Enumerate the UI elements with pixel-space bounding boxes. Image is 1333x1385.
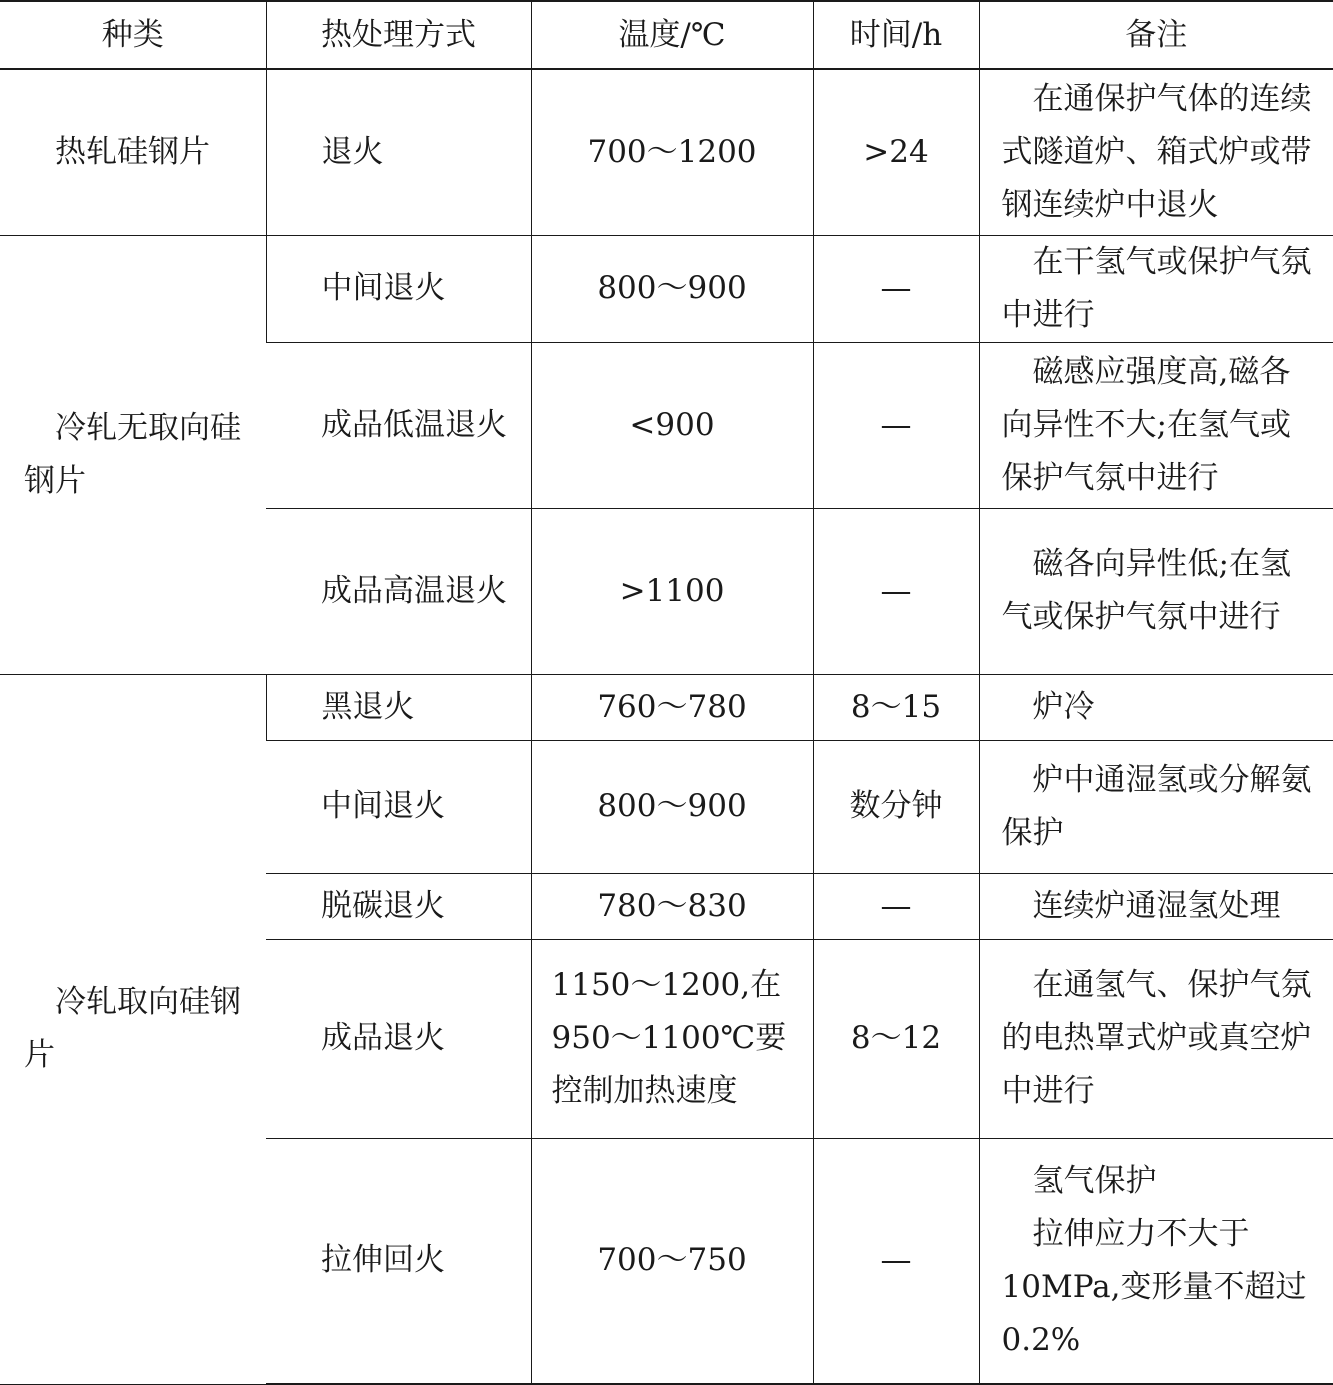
note-cell: 在通氢气、保护气氛的电热罩式炉或真空炉中进行 <box>979 939 1333 1138</box>
time-cell: — <box>813 342 979 508</box>
header-note: 备注 <box>979 1 1333 69</box>
note-cell: 磁感应强度高,磁各向异性不大;在氢气或保护气氛中进行 <box>979 342 1333 508</box>
method-cell: 退火 <box>266 69 531 235</box>
method-cell: 成品退火 <box>266 939 531 1138</box>
temperature-cell: >1100 <box>531 508 813 674</box>
temperature-cell: 800～900 <box>531 235 813 342</box>
note-line: 拉伸应力不大于10MPa,变形量不超过0.2% <box>1001 1215 1307 1358</box>
temperature-cell: 700～750 <box>531 1138 813 1384</box>
header-time: 时间/h <box>813 1 979 69</box>
method-cell: 成品高温退火 <box>266 508 531 674</box>
note-cell: 连续炉通湿氢处理 <box>979 873 1333 939</box>
header-row <box>0 1 1333 69</box>
table-row <box>0 69 1333 235</box>
method-cell: 黑退火 <box>266 674 531 740</box>
temperature-cell: 1150～1200,在950～1100℃要控制加热速度 <box>531 939 813 1138</box>
note-cell: 炉冷 <box>979 674 1333 740</box>
method-cell: 脱碳退火 <box>266 873 531 939</box>
header-temperature: 温度/℃ <box>531 1 813 69</box>
method-cell: 中间退火 <box>266 235 531 342</box>
note-cell: 炉中通湿氢或分解氨保护 <box>979 740 1333 873</box>
time-cell: — <box>813 873 979 939</box>
method-cell: 拉伸回火 <box>266 1138 531 1384</box>
note-cell <box>979 1138 1333 1384</box>
temperature-cell: <900 <box>531 342 813 508</box>
temperature-cell: 780～830 <box>531 873 813 939</box>
method-cell: 成品低温退火 <box>266 342 531 508</box>
header-category: 种类 <box>0 1 266 69</box>
category-cell: 冷轧无取向硅钢片 <box>0 235 266 674</box>
time-cell: 8～12 <box>813 939 979 1138</box>
note-cell: 磁各向异性低;在氢气或保护气氛中进行 <box>979 508 1333 674</box>
table-row <box>0 674 1333 740</box>
note-cell: 在干氢气或保护气氛中进行 <box>979 235 1333 342</box>
method-cell: 中间退火 <box>266 740 531 873</box>
note-line: 氢气保护 <box>1032 1162 1157 1199</box>
temperature-cell: 800～900 <box>531 740 813 873</box>
time-cell: — <box>813 1138 979 1384</box>
time-cell: — <box>813 235 979 342</box>
table-row <box>0 235 1333 342</box>
time-cell: >24 <box>813 69 979 235</box>
time-cell: — <box>813 508 979 674</box>
time-cell: 数分钟 <box>813 740 979 873</box>
note-cell: 在通保护气体的连续式隧道炉、箱式炉或带钢连续炉中退火 <box>979 69 1333 235</box>
category-cell: 冷轧取向硅钢片 <box>0 674 266 1384</box>
temperature-cell: 700～1200 <box>531 69 813 235</box>
header-method: 热处理方式 <box>266 1 531 69</box>
temperature-cell: 760～780 <box>531 674 813 740</box>
category-cell: 热轧硅钢片 <box>0 69 266 235</box>
time-cell: 8～15 <box>813 674 979 740</box>
